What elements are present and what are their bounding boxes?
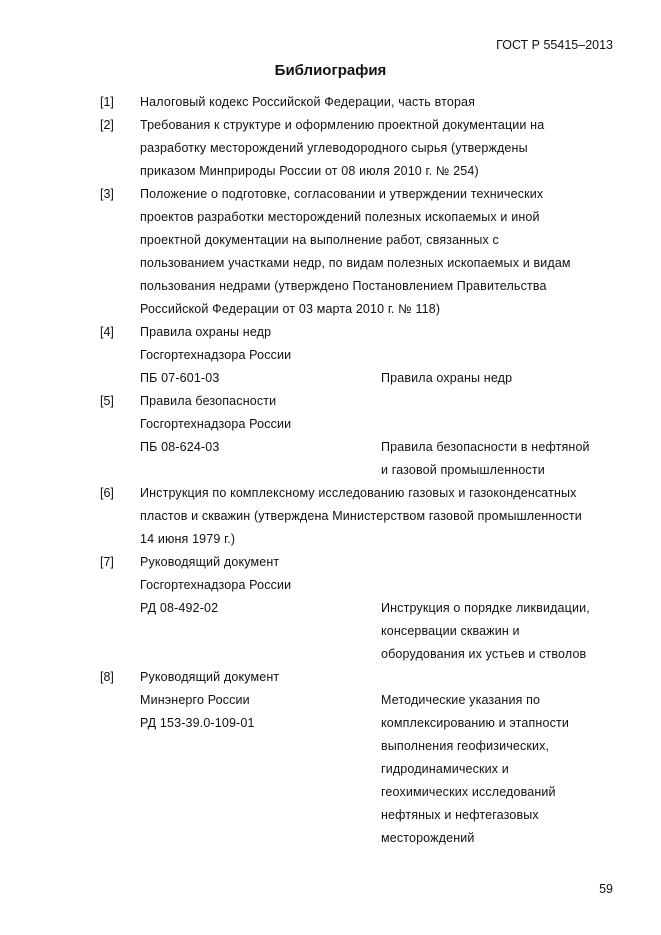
entry-text: проектов разработки месторождений полезных ископаемых и иной — [140, 210, 540, 224]
entry-text: Российской Федерации от 03 марта 2010 г. № 118) — [140, 302, 441, 316]
entry-text: Госгортехнадзора России — [140, 417, 292, 431]
entry-text: Требования к структуре и оформлению проектной документации на — [140, 118, 545, 132]
entry-number: [5] — [100, 394, 114, 408]
entry-text: пластов и скважин (утверждена Министерством газовой промышленности — [140, 509, 582, 523]
entry-title-text: месторождений — [381, 831, 475, 845]
entry-title-text: нефтяных и нефтегазовых — [381, 808, 539, 822]
entry-text: Правила охраны недр — [140, 325, 272, 339]
entry-number: [3] — [100, 187, 114, 201]
entry-title-text: Правила безопасности в нефтяной — [381, 440, 590, 454]
entry-title-text: Правила охраны недр — [381, 371, 513, 385]
entry-number: [6] — [100, 486, 114, 500]
entry-text: пользованием участками недр, по видам полезных ископаемых и видам — [140, 256, 571, 270]
entry-number: [1] — [100, 95, 114, 109]
entry-text: Руководящий документ — [140, 670, 280, 684]
entry-number: [7] — [100, 555, 114, 569]
entry-text: Минэнерго России — [140, 693, 250, 707]
entry-text: Положение о подготовке, согласовании и утверждении технических — [140, 187, 544, 201]
entry-title-text: и газовой промышленности — [381, 463, 545, 477]
entry-text: Руководящий документ — [140, 555, 280, 569]
entry-text: Инструкция по комплексному исследованию газовых и газоконденсатных — [140, 486, 577, 500]
entry-title-text: Инструкция о порядке ликвидации, — [381, 601, 590, 615]
entry-number: [4] — [100, 325, 114, 339]
entry-text: РД 153-39.0-109-01 — [140, 716, 255, 730]
entry-title-text: комплексированию и этапности — [381, 716, 569, 730]
entry-number: [2] — [100, 118, 114, 132]
entry-text: проектной документации на выполнение работ, связанных с — [140, 233, 499, 247]
page-title: Библиография — [274, 62, 387, 79]
entry-text: Госгортехнадзора России — [140, 348, 292, 362]
entry-text: ПБ 08-624-03 — [140, 440, 220, 454]
standard-number: ГОСТ Р 55415–2013 — [496, 38, 613, 52]
entry-title-text: оборудования их устьев и стволов — [381, 647, 587, 661]
entry-text: ПБ 07-601-03 — [140, 371, 220, 385]
entry-text: Налоговый кодекс Российской Федерации, часть вторая — [140, 95, 476, 109]
entry-text: РД 08-492-02 — [140, 601, 219, 615]
page-number: 59 — [599, 882, 613, 896]
entry-title-text: гидродинамических и — [381, 762, 509, 776]
entry-text: приказом Минприроды России от 08 июля 2010 г. № 254) — [140, 164, 479, 178]
entry-title-text: консервации скважин и — [381, 624, 520, 638]
entry-title-text: геохимических исследований — [381, 785, 556, 799]
entry-text: разработку месторождений углеводородного сырья (утверждены — [140, 141, 528, 155]
entry-text: Правила безопасности — [140, 394, 277, 408]
entry-text: пользования недрами (утверждено Постановлением Правительства — [140, 279, 547, 293]
entry-title-text: Методические указания по — [381, 693, 541, 707]
entry-number: [8] — [100, 670, 114, 684]
entry-text: Госгортехнадзора России — [140, 578, 292, 592]
entry-text: 14 июня 1979 г.) — [140, 532, 236, 546]
entry-title-text: выполнения геофизических, — [381, 739, 550, 753]
